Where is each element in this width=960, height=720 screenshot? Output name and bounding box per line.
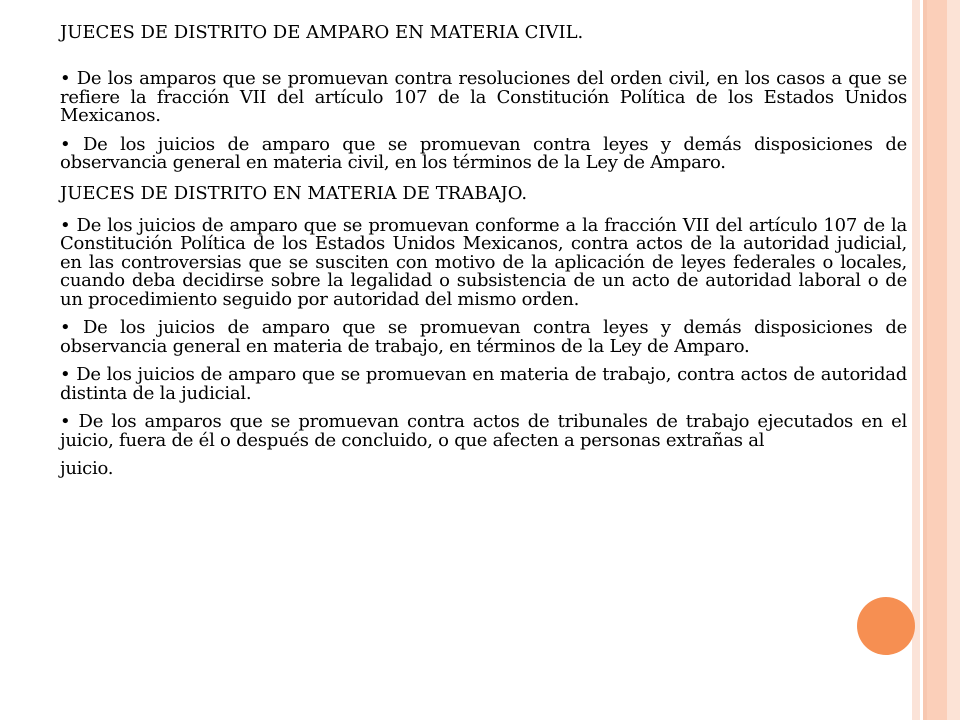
slide-content bbox=[60, 22, 907, 479]
trabajo-item-1: • De los juicios de amparo que se promuevan conforme a la fracción VII del artículo 107 de la Constitución Política de los Estados Unidos Mexicanos, contra actos de la autoridad judicial, en las controversias que se susciten con motivo de la aplicación de leyes federales o locales, cuando deba decidirse sobre la legalidad o subsistencia de un acto de autoridad laboral o de un procedimiento seguido por autoridad del mismo orden. bbox=[60, 214, 907, 310]
trabajo-item-2: • De los juicios de amparo que se promuevan contra leyes y demás disposiciones de observancia general en materia de trabajo, en términos de la Ley de Amparo. bbox=[60, 317, 907, 357]
stripe-light bbox=[912, 0, 920, 720]
decorative-stripes bbox=[912, 0, 960, 720]
trabajo-item-4: • De los amparos que se promuevan contra actos de tribunales de trabajo ejecutados en el juicio, fuera de él o después de concluido, o que afecten a personas extrañas al bbox=[60, 411, 907, 451]
tail-text: juicio. bbox=[60, 458, 114, 479]
stripe-edge bbox=[947, 0, 960, 720]
civil-item-2: • De los juicios de amparo que se promuevan contra leyes y demás disposiciones de observancia general en materia civil, en los términos de la Ley de Amparo. bbox=[60, 133, 907, 173]
heading-trabajo: JUECES DE DISTRITO EN MATERIA DE TRABAJO. bbox=[60, 182, 528, 204]
trabajo-item-3: • De los juicios de amparo que se promuevan en materia de trabajo, contra actos de autoridad distinta de la judicial. bbox=[60, 364, 907, 404]
orange-circle-decoration bbox=[857, 597, 915, 655]
stripe-mid bbox=[927, 0, 947, 720]
civil-item-1: • De los amparos que se promuevan contra resoluciones del orden civil, en los casos a que se refiere la fracción VII del artículo 107 de la Constitución Política de los Estados Unidos Mexicanos. bbox=[60, 68, 907, 126]
heading-civil: JUECES DE DISTRITO DE AMPARO EN MATERIA CIVIL. bbox=[60, 22, 584, 43]
